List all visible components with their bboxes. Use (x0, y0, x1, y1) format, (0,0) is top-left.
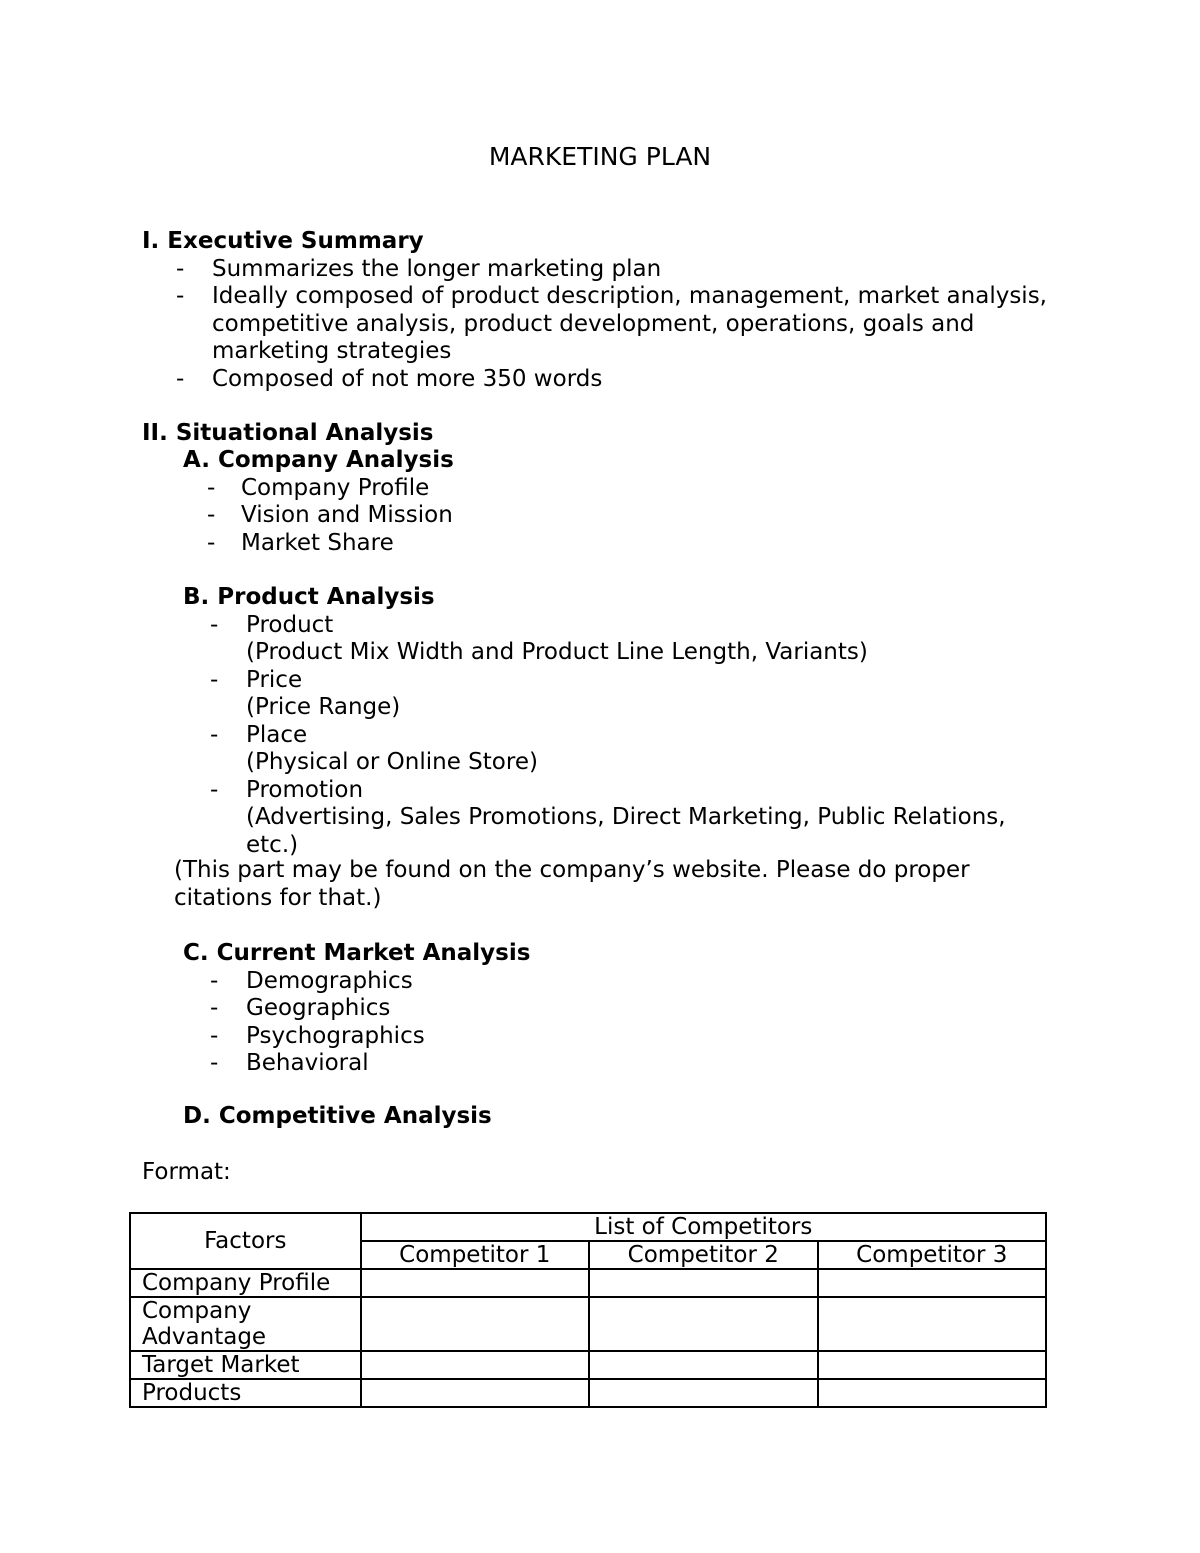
list-item-text: Summarizes the longer marketing plan (212, 255, 662, 282)
table-cell (818, 1351, 1047, 1379)
factor-label: Company Profile (130, 1269, 361, 1297)
company-analysis-section (183, 447, 983, 557)
list-item (183, 968, 983, 996)
list-item (142, 256, 1062, 284)
competitors-header: List of Competitors (361, 1213, 1046, 1241)
product-analysis-footnote: (This part may be found on the company’s website. Please do proper citations for that.) (174, 857, 970, 911)
table-cell (818, 1379, 1047, 1407)
bullet-dash: - (176, 255, 185, 282)
list-item (183, 475, 983, 503)
competitive-analysis-heading: D. Competitive Analysis (183, 1103, 492, 1129)
document-title: MARKETING PLAN (488, 142, 712, 171)
list-item (183, 722, 1043, 777)
table-cell (818, 1269, 1047, 1297)
list-item-text: Composed of not more 350 words (212, 365, 603, 392)
list-item (183, 995, 983, 1023)
list-item (142, 366, 1062, 394)
table-cell (589, 1269, 817, 1297)
list-item-note: (Product Mix Width and Product Line Length, Variants) (246, 639, 868, 665)
table-cell (589, 1379, 817, 1407)
factor-label: Target Market (130, 1351, 361, 1379)
list-item-label: Price (246, 666, 303, 693)
bullet-dash: - (210, 1022, 219, 1049)
bullet-dash: - (210, 995, 219, 1021)
table-row (130, 1269, 1046, 1297)
factor-label: Company Advantage (130, 1297, 361, 1351)
list-item-text: Psychographics (246, 1022, 425, 1049)
table-cell (361, 1269, 589, 1297)
list-item-text: Vision and Mission (241, 502, 453, 528)
bullet-dash: - (210, 611, 219, 638)
bullet-dash: - (207, 502, 216, 528)
list-item-label: Place (246, 721, 308, 748)
company-analysis-heading: A. Company Analysis (183, 447, 454, 473)
executive-summary-heading: I. Executive Summary (142, 228, 424, 254)
list-item (183, 1050, 983, 1078)
bullet-dash: - (210, 1050, 219, 1076)
table-cell (361, 1297, 589, 1351)
list-item (183, 667, 1043, 722)
list-item (183, 612, 1043, 667)
bullet-dash: - (210, 967, 219, 994)
list-item-text: Market Share (241, 529, 394, 556)
bullet-dash: - (210, 666, 219, 693)
list-item (183, 502, 983, 530)
table-cell (589, 1297, 817, 1351)
list-item (142, 283, 1052, 366)
competitor-header: Competitor 3 (818, 1241, 1047, 1269)
market-analysis-heading: C. Current Market Analysis (183, 940, 531, 966)
list-item-note: (Price Range) (246, 694, 401, 720)
table-cell (361, 1351, 589, 1379)
competitor-header: Competitor 1 (361, 1241, 589, 1269)
list-item (183, 1023, 983, 1051)
list-item-text: Ideally composed of product description, management, market analysis, competitive analysis, product development, operations, goals and marketing strategies (212, 283, 1047, 364)
table-row (130, 1379, 1046, 1407)
bullet-dash: - (207, 529, 216, 556)
competitor-table (129, 1212, 1047, 1408)
bullet-dash: - (207, 474, 216, 501)
list-item-label: Product (246, 611, 334, 638)
table-row (130, 1351, 1046, 1379)
format-label: Format: (142, 1159, 231, 1185)
table-cell (361, 1379, 589, 1407)
market-analysis-section (183, 940, 983, 1078)
bullet-dash: - (176, 283, 185, 309)
list-item-text: Behavioral (246, 1050, 369, 1076)
table-cell (818, 1297, 1047, 1351)
situational-analysis-heading: II. Situational Analysis (142, 420, 434, 446)
list-item-text: Company Profile (241, 474, 430, 501)
product-analysis-section (183, 584, 1043, 859)
factors-header: Factors (130, 1213, 361, 1269)
executive-summary-section (142, 228, 1062, 393)
table-row (130, 1297, 1046, 1351)
list-item-text: Demographics (246, 967, 413, 994)
competitor-header: Competitor 2 (589, 1241, 817, 1269)
list-item-text: Geographics (246, 995, 391, 1021)
list-item-note: (Advertising, Sales Promotions, Direct Marketing, Public Relations, etc.) (246, 804, 1006, 858)
product-analysis-heading: B. Product Analysis (183, 584, 435, 610)
list-item-label: Promotion (246, 776, 364, 803)
list-item (183, 777, 1036, 860)
table-cell (589, 1351, 817, 1379)
bullet-dash: - (210, 776, 219, 803)
list-item-note: (Physical or Online Store) (246, 749, 538, 775)
factor-label: Products (130, 1379, 361, 1407)
list-item (183, 530, 983, 558)
bullet-dash: - (210, 721, 219, 748)
bullet-dash: - (176, 365, 185, 392)
